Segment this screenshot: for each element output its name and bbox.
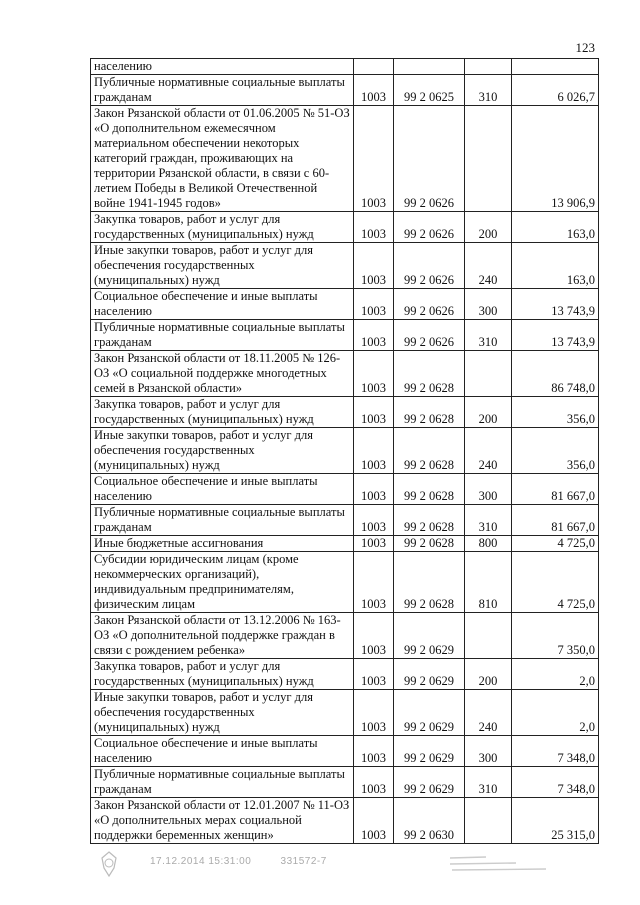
row-target-article: 99 2 0629 <box>394 613 465 659</box>
row-name: населению <box>91 59 354 75</box>
row-name: Закупка товаров, работ и услуг для государственных (муниципальных) нужд <box>91 212 354 243</box>
table-row <box>91 59 599 75</box>
row-amount: 7 348,0 <box>512 736 599 767</box>
row-target-article: 99 2 0630 <box>394 798 465 844</box>
row-amount: 4 725,0 <box>512 552 599 613</box>
row-section: 1003 <box>354 798 394 844</box>
row-name: Закупка товаров, работ и услуг для государственных (муниципальных) нужд <box>91 659 354 690</box>
row-target-article: 99 2 0628 <box>394 428 465 474</box>
row-section: 1003 <box>354 536 394 552</box>
row-name: Публичные нормативные социальные выплаты гражданам <box>91 75 354 106</box>
row-name: Закон Рязанской области от 12.01.2007 № 11-ОЗ «О дополнительных мерах социальной поддержки беременных женщин» <box>91 798 354 844</box>
row-target-article: 99 2 0628 <box>394 351 465 397</box>
row-section: 1003 <box>354 212 394 243</box>
row-amount: 25 315,0 <box>512 798 599 844</box>
row-expense-type: 300 <box>465 474 512 505</box>
row-amount: 81 667,0 <box>512 505 599 536</box>
row-amount: 356,0 <box>512 428 599 474</box>
row-section: 1003 <box>354 106 394 212</box>
row-amount: 356,0 <box>512 397 599 428</box>
table-row <box>91 536 599 552</box>
table-row <box>91 552 599 613</box>
row-name: Закон Рязанской области от 01.06.2005 № 51-ОЗ «О дополнительном ежемесячном материальном обеспечении некоторых категорий граждан, проживающих на территории Рязанской области, в связи с 60-летием Победы в Великой Отечественной войне 1941-1945 годов» <box>91 106 354 212</box>
row-target-article: 99 2 0629 <box>394 659 465 690</box>
row-section: 1003 <box>354 552 394 613</box>
row-target-article: 99 2 0628 <box>394 505 465 536</box>
row-amount: 2,0 <box>512 690 599 736</box>
budget-table <box>90 58 599 844</box>
row-expense-type: 240 <box>465 243 512 289</box>
table-row <box>91 289 599 320</box>
table-row <box>91 767 599 798</box>
row-section: 1003 <box>354 767 394 798</box>
row-target-article: 99 2 0626 <box>394 212 465 243</box>
row-expense-type: 310 <box>465 505 512 536</box>
row-target-article: 99 2 0626 <box>394 320 465 351</box>
table-row <box>91 798 599 844</box>
page-number: 123 <box>575 40 595 55</box>
row-expense-type: 310 <box>465 320 512 351</box>
row-target-article: 99 2 0625 <box>394 75 465 106</box>
row-expense-type <box>465 798 512 844</box>
row-amount: 163,0 <box>512 243 599 289</box>
row-section: 1003 <box>354 690 394 736</box>
row-expense-type: 240 <box>465 690 512 736</box>
row-name: Иные закупки товаров, работ и услуг для обеспечения государственных (муниципальных) нужд <box>91 690 354 736</box>
row-target-article: 99 2 0626 <box>394 243 465 289</box>
row-amount: 163,0 <box>512 212 599 243</box>
row-name: Социальное обеспечение и иные выплаты населению <box>91 289 354 320</box>
stamp-emblem-icon <box>96 850 122 878</box>
row-target-article: 99 2 0628 <box>394 397 465 428</box>
table-row <box>91 351 599 397</box>
table-row <box>91 106 599 212</box>
row-section: 1003 <box>354 243 394 289</box>
row-section: 1003 <box>354 397 394 428</box>
footer <box>150 856 353 867</box>
row-amount: 13 906,9 <box>512 106 599 212</box>
row-amount: 7 350,0 <box>512 613 599 659</box>
row-name: Иные закупки товаров, работ и услуг для обеспечения государственных (муниципальных) нужд <box>91 428 354 474</box>
table-row <box>91 505 599 536</box>
row-expense-type <box>465 106 512 212</box>
row-section: 1003 <box>354 659 394 690</box>
row-section: 1003 <box>354 75 394 106</box>
footer-doc-id: 331572-7 <box>280 856 327 867</box>
row-name: Публичные нормативные социальные выплаты гражданам <box>91 767 354 798</box>
row-target-article: 99 2 0628 <box>394 474 465 505</box>
row-name: Закон Рязанской области от 18.11.2005 № 126-ОЗ «О социальной поддержке многодетных семей в Рязанской области» <box>91 351 354 397</box>
row-amount <box>512 59 599 75</box>
table-row <box>91 428 599 474</box>
row-section: 1003 <box>354 613 394 659</box>
row-section: 1003 <box>354 351 394 397</box>
row-name: Социальное обеспечение и иные выплаты населению <box>91 736 354 767</box>
table-row <box>91 75 599 106</box>
row-target-article: 99 2 0628 <box>394 552 465 613</box>
row-target-article: 99 2 0626 <box>394 106 465 212</box>
row-expense-type: 240 <box>465 428 512 474</box>
row-expense-type: 200 <box>465 212 512 243</box>
row-section: 1003 <box>354 736 394 767</box>
row-expense-type: 800 <box>465 536 512 552</box>
table-row <box>91 212 599 243</box>
table-row <box>91 690 599 736</box>
row-target-article: 99 2 0629 <box>394 690 465 736</box>
table-row <box>91 397 599 428</box>
row-section: 1003 <box>354 428 394 474</box>
table-row <box>91 243 599 289</box>
row-section: 1003 <box>354 505 394 536</box>
row-target-article <box>394 59 465 75</box>
row-name: Социальное обеспечение и иные выплаты населению <box>91 474 354 505</box>
row-section: 1003 <box>354 474 394 505</box>
table-row <box>91 736 599 767</box>
row-amount: 6 026,7 <box>512 75 599 106</box>
row-expense-type: 310 <box>465 767 512 798</box>
row-amount: 13 743,9 <box>512 289 599 320</box>
row-target-article: 99 2 0629 <box>394 736 465 767</box>
row-section: 1003 <box>354 320 394 351</box>
table-row <box>91 320 599 351</box>
row-expense-type <box>465 351 512 397</box>
row-name: Публичные нормативные социальные выплаты гражданам <box>91 320 354 351</box>
row-name: Закупка товаров, работ и услуг для государственных (муниципальных) нужд <box>91 397 354 428</box>
table-row <box>91 613 599 659</box>
row-expense-type <box>465 613 512 659</box>
row-expense-type: 310 <box>465 75 512 106</box>
row-name: Иные закупки товаров, работ и услуг для обеспечения государственных (муниципальных) нужд <box>91 243 354 289</box>
row-amount: 7 348,0 <box>512 767 599 798</box>
table-row <box>91 474 599 505</box>
row-name: Иные бюджетные ассигнования <box>91 536 354 552</box>
row-amount: 81 667,0 <box>512 474 599 505</box>
row-target-article: 99 2 0629 <box>394 767 465 798</box>
row-expense-type: 300 <box>465 736 512 767</box>
row-section: 1003 <box>354 289 394 320</box>
row-expense-type: 300 <box>465 289 512 320</box>
table-row <box>91 659 599 690</box>
row-section <box>354 59 394 75</box>
row-expense-type: 810 <box>465 552 512 613</box>
row-target-article: 99 2 0628 <box>394 536 465 552</box>
row-amount: 2,0 <box>512 659 599 690</box>
row-target-article: 99 2 0626 <box>394 289 465 320</box>
footer-timestamp: 17.12.2014 15:31:00 <box>150 856 252 867</box>
row-amount: 86 748,0 <box>512 351 599 397</box>
row-amount: 13 743,9 <box>512 320 599 351</box>
row-name: Публичные нормативные социальные выплаты гражданам <box>91 505 354 536</box>
row-name: Закон Рязанской области от 13.12.2006 № 163-ОЗ «О дополнительной поддержке граждан в связи с рождением ребенка» <box>91 613 354 659</box>
row-expense-type <box>465 59 512 75</box>
row-expense-type: 200 <box>465 659 512 690</box>
row-expense-type: 200 <box>465 397 512 428</box>
row-amount: 4 725,0 <box>512 536 599 552</box>
signature-stamp-icon <box>446 852 556 874</box>
row-name: Субсидии юридическим лицам (кроме некоммерческих организаций), индивидуальным предпринимателям, физическим лицам <box>91 552 354 613</box>
